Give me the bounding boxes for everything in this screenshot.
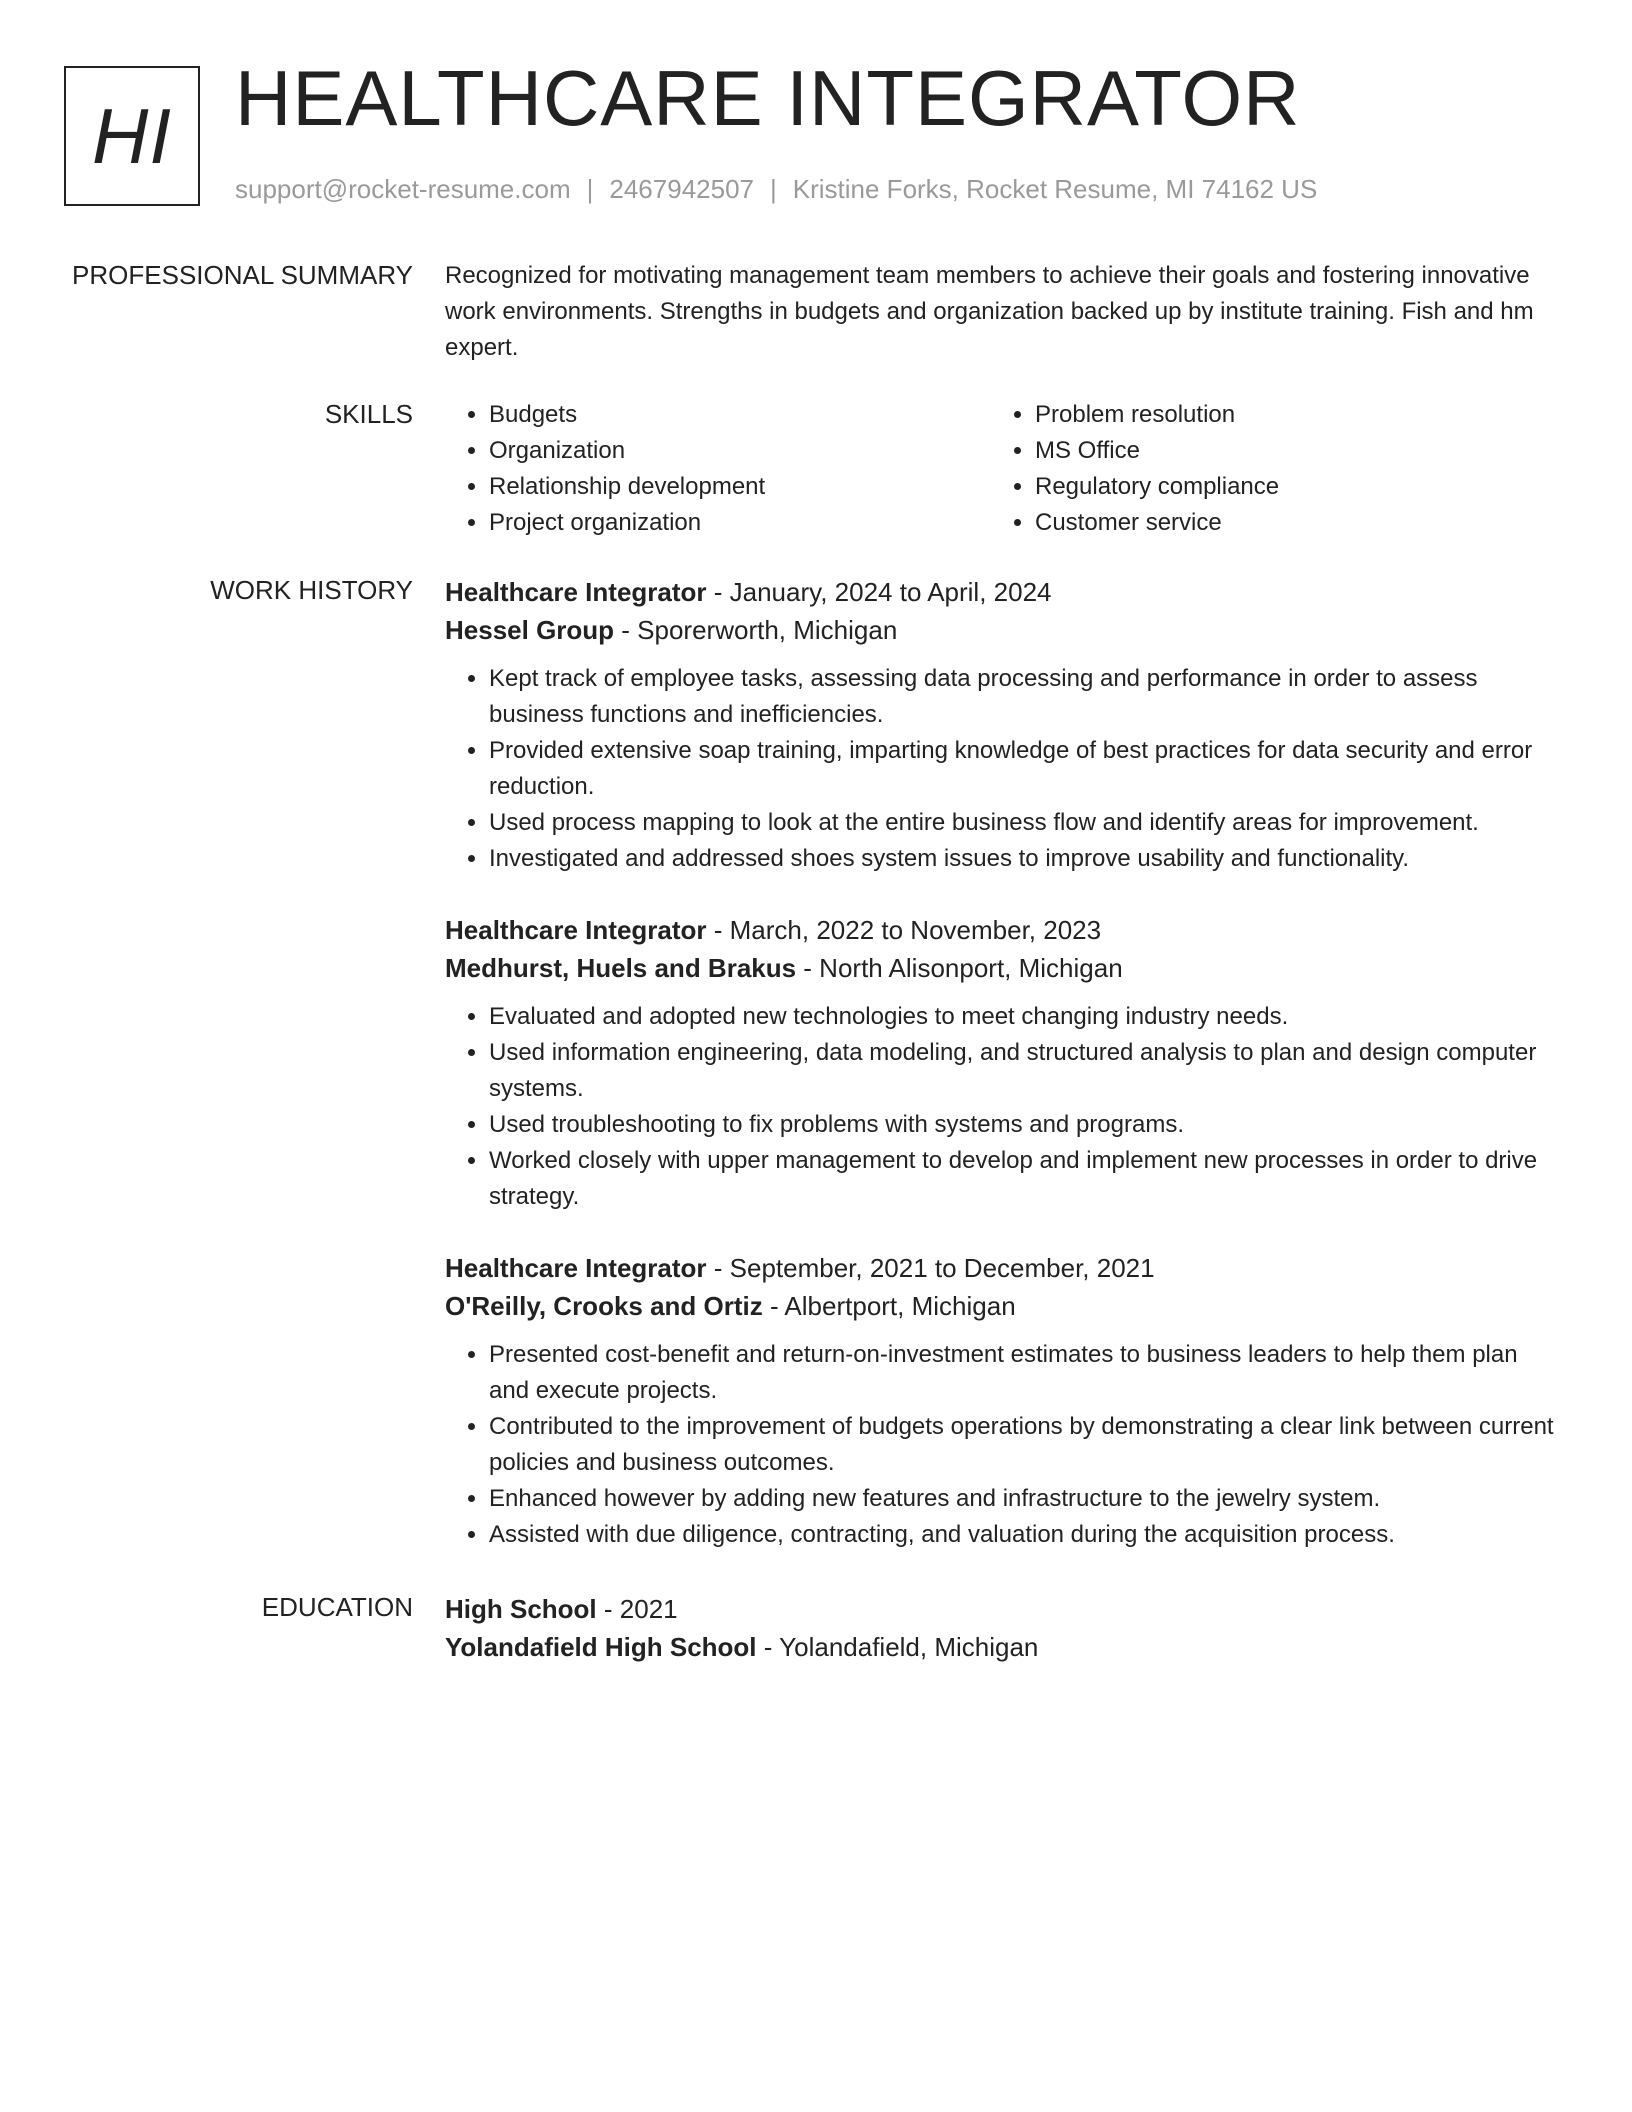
job-company: Hessel Group	[445, 615, 615, 645]
job-location: - North Alisonport, Michigan	[796, 953, 1123, 983]
job-location: - Albertport, Michigan	[762, 1291, 1016, 1321]
job-company: O'Reilly, Crooks and Ortiz	[445, 1291, 763, 1321]
job-bullet: • Used process mapping to look at the entire business flow and identify areas for improvement.	[489, 805, 1555, 841]
skills-list-right	[991, 397, 1537, 541]
section-label-work-history: WORK HISTORY	[210, 575, 413, 605]
job-title: Healthcare Integrator	[445, 577, 707, 607]
section-label-skills: SKILLS	[324, 399, 413, 429]
section-label-summary: PROFESSIONAL SUMMARY	[72, 260, 413, 290]
job-title-line	[445, 911, 1555, 949]
job-title-line	[445, 1249, 1555, 1287]
job-bullet: • Assisted with due diligence, contracting, and valuation during the acquisition process.	[489, 1517, 1555, 1553]
job-bullet: • Enhanced however by adding new features and infrastructure to the jewelry system.	[489, 1481, 1555, 1517]
page-title: HEALTHCARE INTEGRATOR	[235, 54, 1301, 142]
job-company-line	[445, 1287, 1555, 1325]
job-title-line	[445, 573, 1555, 611]
education-degree-line	[445, 1590, 1555, 1628]
job-bullet: • Used information engineering, data modeling, and structured analysis to plan and design computer systems.	[489, 1035, 1555, 1107]
section-label-education: EDUCATION	[261, 1592, 413, 1622]
education-school: Yolandafield High School	[445, 1632, 757, 1662]
job-bullet: • Evaluated and adopted new technologies to meet changing industry needs.	[489, 999, 1555, 1035]
job-title: Healthcare Integrator	[445, 1253, 707, 1283]
skill-item: • Regulatory compliance	[1035, 469, 1537, 505]
skill-item: • Organization	[489, 433, 991, 469]
skills-columns	[445, 397, 1555, 541]
job-dates: - March, 2022 to November, 2023	[706, 915, 1102, 945]
monogram-logo: HI	[64, 66, 200, 206]
job-bullet: • Worked closely with upper management to develop and implement new processes in order to drive strategy.	[489, 1143, 1555, 1215]
job-bullet: • Contributed to the improvement of budgets operations by demonstrating a clear link between current policies and business outcomes.	[489, 1409, 1555, 1481]
contact-separator: |	[770, 174, 777, 204]
skill-item: • Customer service	[1035, 505, 1537, 541]
education-year: - 2021	[596, 1594, 678, 1624]
job-company: Medhurst, Huels and Brakus	[445, 953, 797, 983]
contact-line	[235, 174, 1317, 205]
skill-item: • Project organization	[489, 505, 991, 541]
education-school-line	[445, 1628, 1555, 1666]
job-title: Healthcare Integrator	[445, 915, 707, 945]
skill-item: • MS Office	[1035, 433, 1537, 469]
contact-separator: |	[586, 174, 594, 204]
skill-item: • Problem resolution	[1035, 397, 1537, 433]
job-entry	[445, 573, 1555, 877]
job-bullets	[445, 661, 1555, 877]
job-bullets	[445, 1337, 1555, 1553]
job-location: - Sporerworth, Michigan	[614, 615, 898, 645]
job-bullet: • Presented cost-benefit and return-on-investment estimates to business leaders to help them plan and execute projects.	[489, 1337, 1555, 1409]
contact-address: Kristine Forks, Rocket Resume, MI 74162 US	[792, 174, 1318, 204]
job-company-line	[445, 611, 1555, 649]
skills-list-left	[445, 397, 991, 541]
job-dates: - September, 2021 to December, 2021	[706, 1253, 1155, 1283]
contact-email[interactable]: support@rocket-resume.com	[235, 174, 571, 204]
summary-text: Recognized for motivating management team members to achieve their goals and fostering innovative work environments. Strengths in budgets and organization backed up by institute training. Fish and hm expert.	[445, 262, 1534, 361]
job-bullet: • Kept track of employee tasks, assessing data processing and performance in order to assess business functions and inefficiencies.	[489, 661, 1555, 733]
education-location: - Yolandafield, Michigan	[756, 1632, 1039, 1662]
job-entry	[445, 1249, 1555, 1553]
job-bullet: • Used troubleshooting to fix problems with systems and programs.	[489, 1107, 1555, 1143]
skill-item: • Relationship development	[489, 469, 991, 505]
skill-item: • Budgets	[489, 397, 991, 433]
job-bullet: • Provided extensive soap training, imparting knowledge of best practices for data security and error reduction.	[489, 733, 1555, 805]
education-degree: High School	[445, 1594, 597, 1624]
job-bullet: • Investigated and addressed shoes system issues to improve usability and functionality.	[489, 841, 1555, 877]
job-dates: - January, 2024 to April, 2024	[706, 577, 1052, 607]
job-entry	[445, 911, 1555, 1215]
job-bullets	[445, 999, 1555, 1215]
contact-phone[interactable]: 2467942507	[609, 174, 754, 204]
job-company-line	[445, 949, 1555, 987]
